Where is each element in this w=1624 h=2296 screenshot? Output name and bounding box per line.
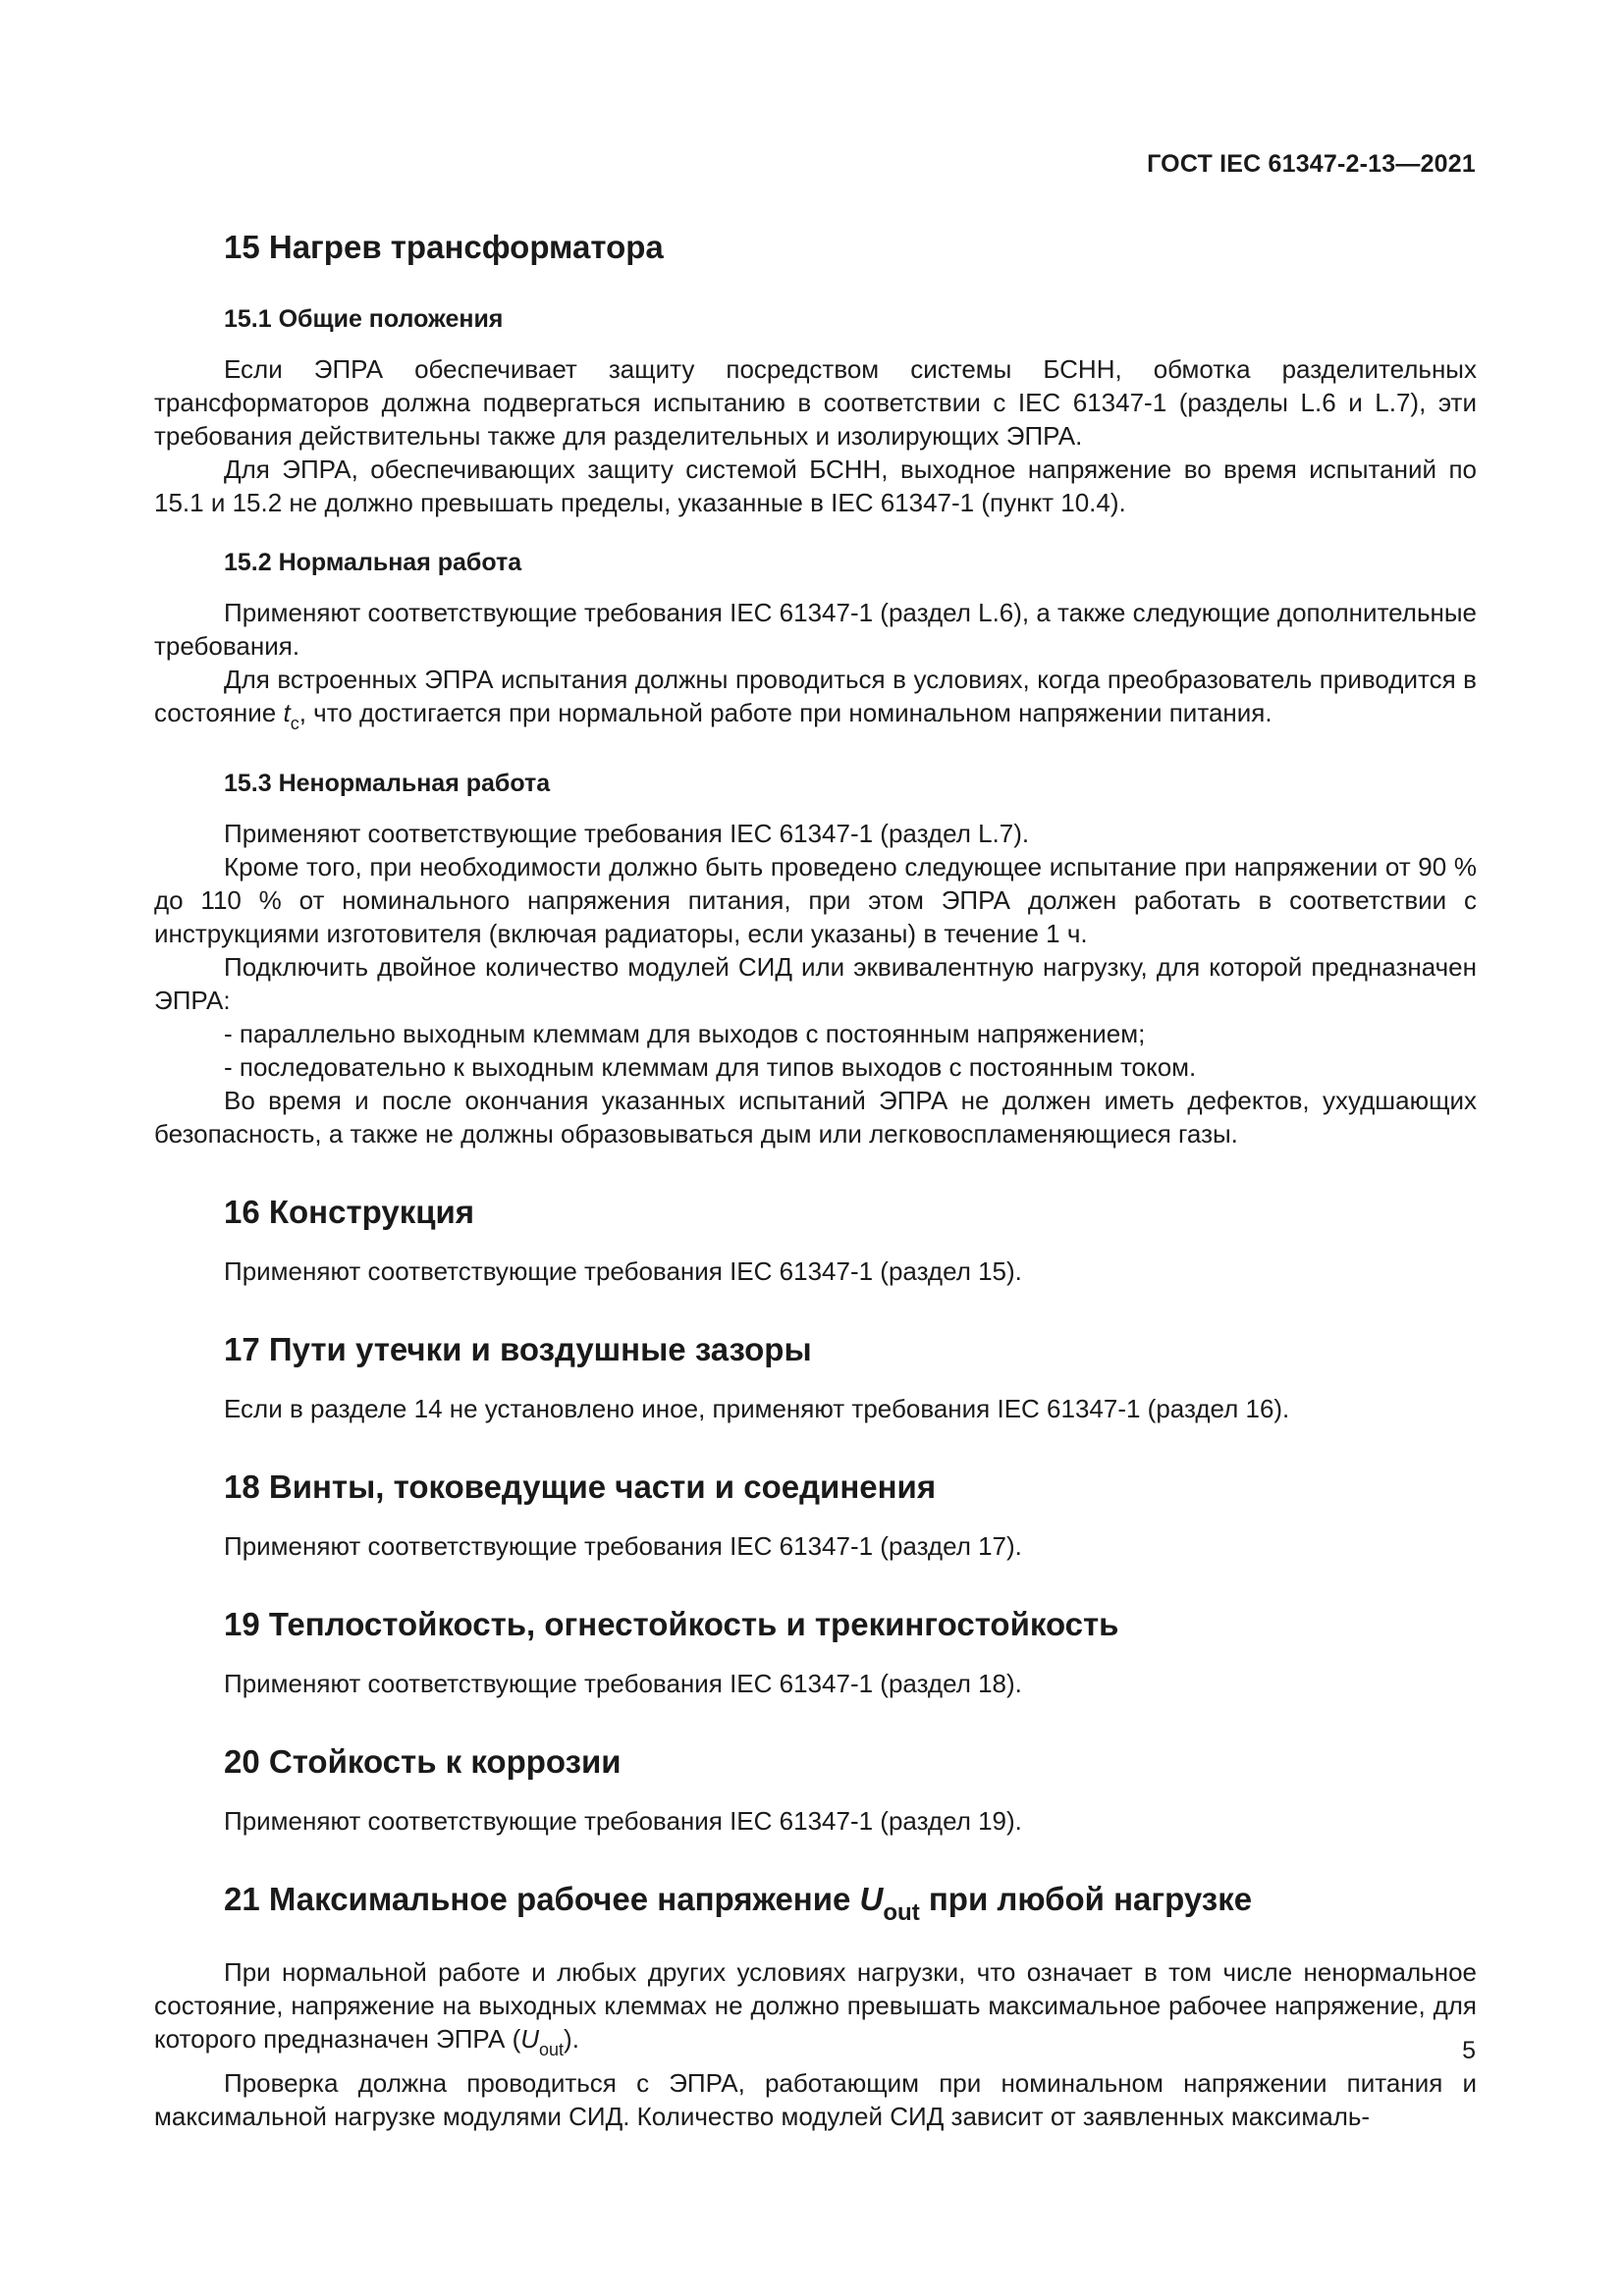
subscript: c (290, 714, 299, 733)
text-run: При нормальной работе и любых других условиях нагрузки, что означает в том числе ненормальное состояние, напряжение на выходных клеммах не должно превышать максимальное рабочее напряжение, для которого предназначен ЭПРА ( (154, 1957, 1477, 2054)
paragraph: Применяют соответствующие требования IEC 61347-1 (раздел 18). (224, 1669, 1022, 1698)
list-item: - последовательно к выходным клеммам для типов выходов с постоянным током. (224, 1052, 1197, 1082)
paragraph: Для ЭПРА, обеспечивающих защиту системой БСНН, выходное напряжение во время испытаний по 15.1 и 15.2 не должно превышать пределы, указанные в IEC 61347-1 (пункт 10.4). (154, 454, 1477, 517)
paragraph: Применяют соответствующие требования IEC 61347-1 (раздел L.6), а также следующие дополнительные требования. (154, 598, 1477, 661)
title-text: 21 Максимальное рабочее напряжение (224, 1881, 860, 1917)
variable: U (520, 2024, 540, 2054)
paragraph: Во время и после окончания указанных испытаний ЭПРА не должен иметь дефектов, ухудшающих безопасность, а также не должны образовываться дым или легковоспламеняющиеся газы. (154, 1086, 1477, 1148)
text-run: ). (564, 2024, 579, 2054)
section-19-title: 19 Теплостойкость, огнестойкость и трекингостойкость (224, 1606, 1119, 1642)
paragraph: Проверка должна проводиться с ЭПРА, работающим при номинальном напряжении питания и максимальной нагрузке модулями СИД. Количество модулей СИД зависит от заявленных максималь- (154, 2068, 1477, 2131)
paragraph (154, 1955, 1477, 2066)
text-run: , что достигается при нормальной работе при номинальном напряжении питания. (298, 698, 1272, 727)
section-21-title (154, 1871, 1477, 1942)
subsection-15-2-title: 15.2 Нормальная работа (224, 549, 522, 576)
document-body (154, 219, 1477, 2133)
title-text: при любой нагрузке (919, 1881, 1253, 1917)
document-id-header: ГОСТ IEC 61347-2-13—2021 (1147, 150, 1476, 178)
subscript: out (539, 2040, 565, 2059)
section-18-title: 18 Винты, токоведущие части и соединения (224, 1468, 937, 1505)
text-run: Для встроенных ЭПРА испытания должны проводиться в условиях, когда преобразователь приводится в состояние (154, 665, 1477, 727)
paragraph: Если в разделе 14 не установлено иное, применяют требования IEC 61347-1 (раздел 16). (224, 1394, 1290, 1423)
page-number: 5 (1462, 2037, 1476, 2064)
variable: U (859, 1881, 884, 1917)
paragraph: Применяют соответствующие требования IEC 61347-1 (раздел L.7). (224, 819, 1030, 848)
paragraph: Подключить двойное количество модулей СИД или эквивалентную нагрузку, для которой предназначен ЭПРА: (154, 952, 1477, 1015)
list-item: - параллельно выходным клеммам для выходов с постоянным напряжением; (224, 1019, 1146, 1048)
section-20-title: 20 Стойкость к коррозии (224, 1743, 622, 1780)
section-16-title: 16 Конструкция (224, 1194, 475, 1230)
paragraph: Применяют соответствующие требования IEC 61347-1 (раздел 19). (224, 1806, 1022, 1836)
paragraph (154, 663, 1477, 740)
paragraph: Если ЭПРА обеспечивает защиту посредством системы БСНН, обмотка разделительных трансформаторов должна подвергаться испытанию в соответствии с IEC 61347-1 (разделы L.6 и L.7), эти требования действительны также для разделительных и изолирующих ЭПРА. (154, 354, 1477, 451)
subsection-15-3-title: 15.3 Ненормальная работа (224, 770, 551, 797)
section-15-title: 15 Нагрев трансформатора (224, 229, 664, 265)
subscript: out (883, 1899, 920, 1926)
variable: t (283, 698, 291, 727)
section-17-title: 17 Пути утечки и воздушные зазоры (224, 1331, 812, 1367)
paragraph: Применяют соответствующие требования IEC 61347-1 (раздел 17). (224, 1531, 1022, 1561)
paragraph: Кроме того, при необходимости должно быть проведено следующее испытание при напряжении от 90 % до 110 % от номинального напряжения питания, при этом ЭПРА должен работать в соответствии с инструкциями изготовителя (включая радиаторы, если указаны) в течение 1 ч. (154, 852, 1477, 948)
paragraph: Применяют соответствующие требования IEC 61347-1 (раздел 15). (224, 1256, 1022, 1286)
subsection-15-1-title: 15.1 Общие положения (224, 305, 504, 333)
